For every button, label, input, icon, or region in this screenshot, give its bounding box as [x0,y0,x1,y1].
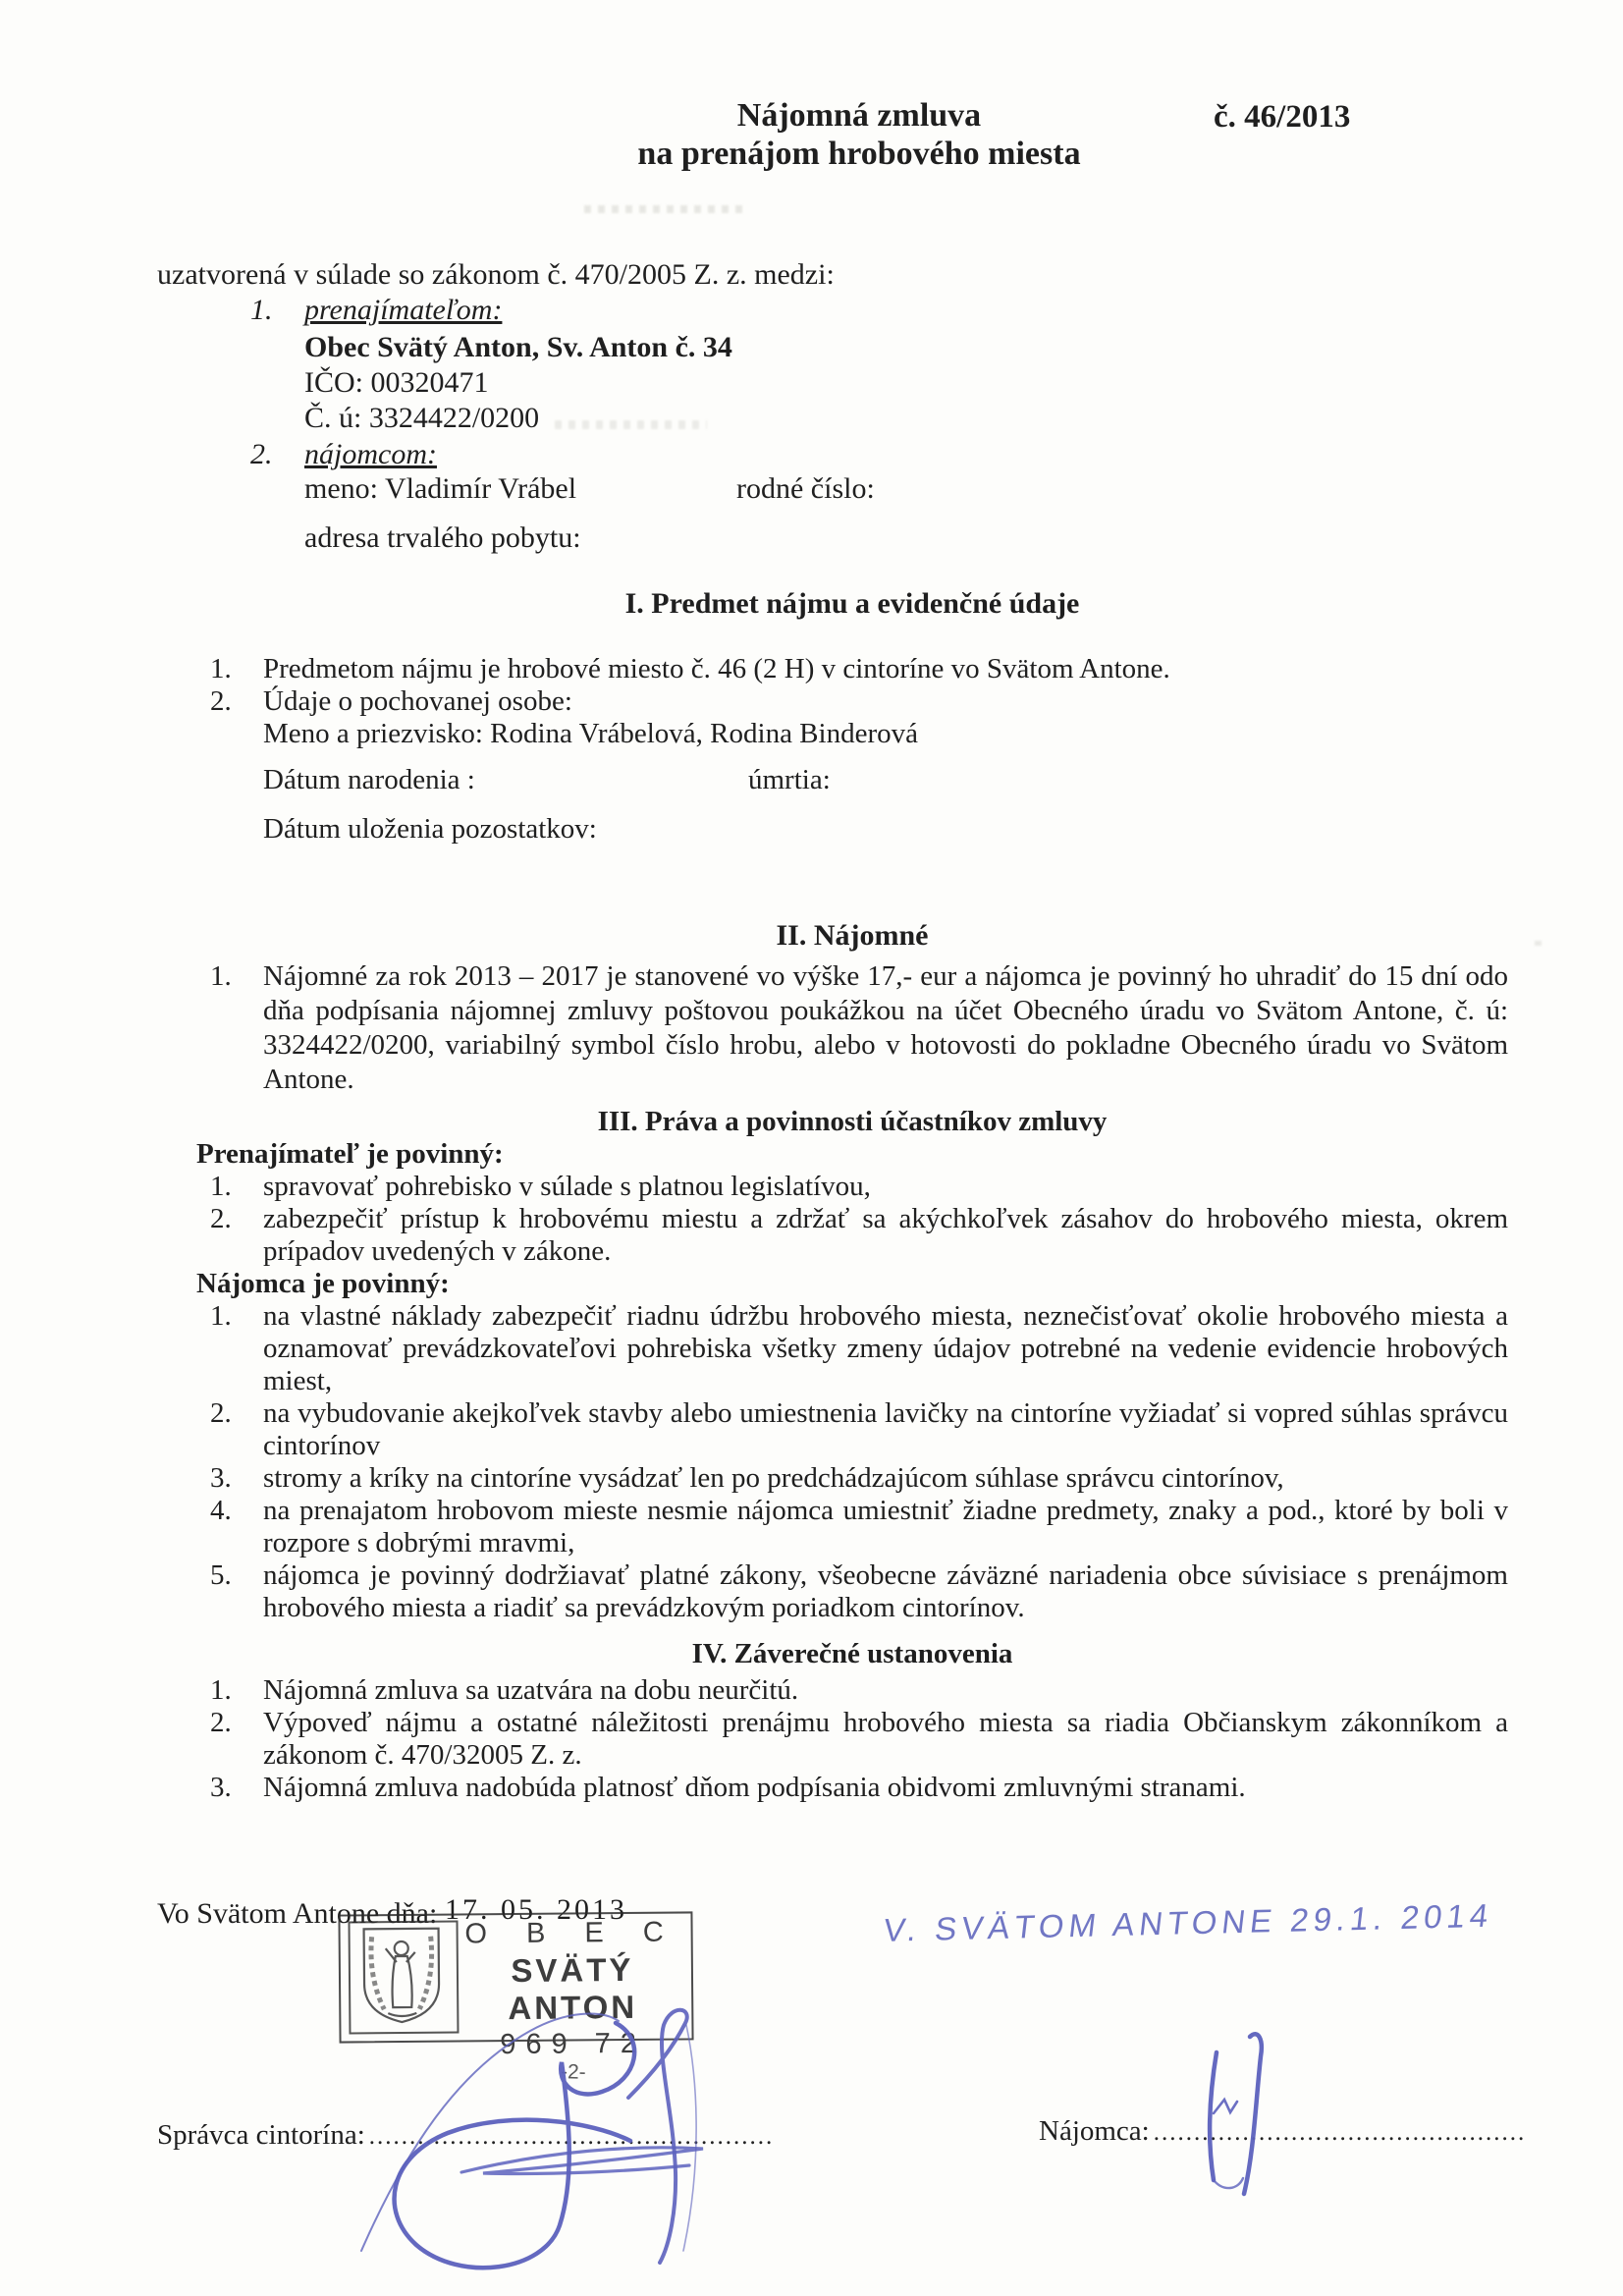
title-line-2: na prenájom hrobového miesta [637,136,1081,172]
burial-date-label: Dátum uloženia pozostatkov: [263,813,597,845]
cemetery-manager-signature-line [157,2119,774,2152]
death-date-label: úmrtia: [748,764,831,795]
section-4-heading: IV. Záverečné ustanovenia [691,1638,1013,1669]
dates-line [196,764,1508,796]
stamp-line-number: -2- [560,2060,586,2084]
address-label: adresa trvalého pobytu: [304,521,581,554]
dotted-line: .............................................. [1153,2119,1527,2146]
buried-person-name-line [196,718,1508,750]
coat-of-arms-icon [351,1923,454,2029]
list-item [196,1495,1508,1559]
item-text: na prenajatom hrobovom mieste nesmie nájomca umiestniť žiadne predmety, znaky a pod., ktoré by boli v rozpore s dobrými mravmi, [263,1495,1508,1558]
intro-text: uzatvorená v súlade so zákonom č. 470/2005 Z. z. medzi: [157,258,835,291]
tenant-label: Nájomca: [1039,2115,1150,2147]
item-text: zabezpečiť prístup k hrobovému miestu a zdržať sa akýchkoľvek zásahov do hrobového miesta, okrem prípadov uvedených v zákone. [263,1203,1508,1267]
municipal-stamp [338,1911,693,2084]
lessor-ico: IČO: 00320471 [304,366,489,399]
document-number: č. 46/2013 [1214,99,1351,135]
item-number: 2. [210,1707,232,1738]
item-text: Predmetom nájmu je hrobové miesto č. 46 (2 H) v cintoríne vo Svätom Antone. [263,653,1170,684]
cemetery-manager-label: Správca cintorína: [157,2119,365,2151]
list-item [196,1462,1508,1495]
item-text: Nájomné za rok 2013 – 2017 je stanovené vo výške 17,- eur a nájomca je povinný ho uhradiť do 15 dní odo dňa podpísania nájomnej zmluvy poštovou poukážkou na účet Obecného úradu vo Svätom Antone, č. ú: 3324422/0200, variabilný symbol číslo hrobu, alebo v hotovosti do pokladne Obecného úradu vo Svätom Antone. [263,960,1508,1095]
item-number: 1. [210,1171,232,1202]
handwritten-date-note: V. SVÄTOM ANTONE 29.1. 2014 [881,1896,1495,1948]
tenant-signature-stroke [1214,2100,1237,2113]
list-item [196,1559,1508,1624]
tenant-signature-stroke [1244,2034,1262,2194]
scan-artifact [1535,941,1548,946]
stamp-text-block [456,1913,689,2085]
stamp-line-village: SVÄTÝ ANTON [508,1950,638,2027]
list-item [196,1397,1508,1462]
party-2-role: nájomcom: [304,438,437,470]
party-1-number: 1. [250,294,273,326]
item-text: Výpoveď nájmu a ostatné náležitosti prenájmu hrobového miesta sa riadia Občianskym zákonníkom a zákonom č. 470/32005 Z. z. [263,1707,1508,1771]
item-text: na vybudovanie akejkoľvek stavby alebo umiestnenia lavičky na cintoríne vyžiadať si vopred súhlas správcu cintorínov [263,1397,1508,1461]
item-text: Nájomná zmluva sa uzatvára na dobu neurčitú. [263,1674,799,1706]
list-item [196,1171,1508,1203]
scan-artifact [555,420,707,429]
item-text: Nájomná zmluva nadobúda platnosť dňom podpísania obidvomi zmluvnými stranami. [263,1772,1246,1803]
item-number: 1. [210,1300,232,1332]
item-number: 2. [210,1203,232,1234]
item-text: Údaje o pochovanej osobe: [263,685,572,717]
item-text: stromy a kríky na cintoríne vysádzať len po predchádzajúcom súhlase správcu cintorínov, [263,1462,1284,1494]
tenant-signature-line [1039,2115,1526,2148]
lessor-name: Obec Svätý Anton, Sv. Anton č. 34 [304,331,732,363]
lessor-duties-heading: Prenajímateľ je povinný: [196,1138,504,1170]
stamp-emblem-frame [348,1921,459,2035]
place-date-label: Vo Svätom Antone dňa: [157,1897,438,1930]
list-item [196,1300,1508,1397]
item-number: 5. [210,1559,232,1591]
section-2-heading: II. Nájomné [776,919,929,952]
section-3 [196,1106,1508,1624]
item-number: 1. [210,653,232,684]
tenant-name: meno: Vladimír Vrábel [304,472,577,505]
item-text: na vlastné náklady zabezpečiť riadnu údržbu hrobového miesta, neznečisťovať okolie hrobového miesta a oznamovať prevádzkovateľovi pohrebiska všetky zmeny údajov potrebné na vedenie evidencie hrobových miest, [263,1300,1508,1396]
item-text: nájomca je povinný dodržiavať platné zákony, všeobecne záväzné nariadenia obce súvisiace s prenájmom hrobového miesta a riadiť sa prevádzkovým poriadkom cintorínov. [263,1559,1508,1623]
tenant-duties-heading: Nájomca je povinný: [196,1268,450,1299]
tenant-signature-stroke [1214,2178,1243,2188]
party-1-role: prenajímateľom: [304,294,503,326]
rent-clause [196,959,1508,1097]
birth-date-label: Dátum narodenia : [263,764,475,795]
item-number: 3. [210,1462,232,1494]
scan-artifact [584,205,746,213]
stamp-line-zip: 969 72 [500,2027,647,2061]
list-item [196,653,1508,685]
list-item [196,1707,1508,1772]
list-item [196,1772,1508,1804]
list-item [196,1203,1508,1268]
item-number: 4. [210,1495,232,1526]
section-1-heading: I. Predmet nájmu a evidenčné údaje [624,587,1080,620]
document-title [93,96,1623,173]
item-number: 3. [210,1772,232,1803]
birth-number-label: rodné číslo: [736,472,875,505]
party-2-number: 2. [250,438,273,470]
item-number: 1. [210,1674,232,1706]
signing-date-value: 17. 05. 2013 [445,1893,627,1926]
item-text: Meno a priezvisko: Rodina Vrábelová, Rodina Binderová [263,718,918,749]
stamp-line-obec: O B E C [464,1916,679,1950]
title-line-1: Nájomná zmluva [736,97,982,134]
section-2 [196,919,1508,1097]
item-number: 2. [210,1397,232,1429]
burial-date-line [196,813,1508,846]
item-number: 1. [210,960,232,992]
dotted-line: .................................................. [368,2123,775,2150]
lessor-account: Č. ú: 3324422/0200 [304,402,540,434]
section-4 [196,1638,1508,1804]
item-number: 2. [210,685,232,717]
section-1 [196,587,1508,846]
list-item [196,1674,1508,1707]
item-text: spravovať pohrebisko v súlade s platnou legislatívou, [263,1171,871,1202]
section-3-heading: III. Práva a povinnosti účastníkov zmluvy [597,1106,1108,1137]
list-item [196,685,1508,718]
